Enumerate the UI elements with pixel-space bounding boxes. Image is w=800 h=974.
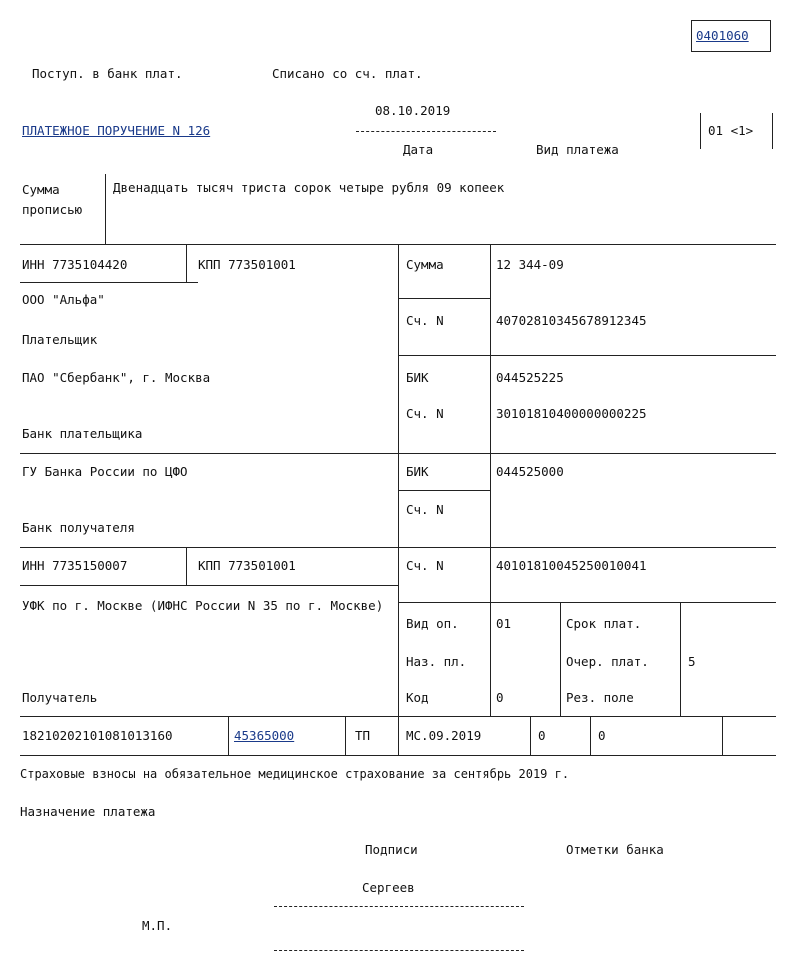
account-row-bottom [398, 355, 776, 356]
tax-divider-1 [228, 716, 229, 755]
tax-period: МС.09.2019 [406, 728, 482, 743]
payer-kpp: КПП 773501001 [198, 257, 296, 272]
payer-account-label: Сч. N [406, 313, 444, 328]
debited-label: Списано со сч. плат. [272, 66, 423, 81]
stamp-label: М.П. [142, 918, 173, 933]
status-right-border [772, 113, 773, 149]
op-type-value: 01 [496, 616, 512, 631]
recipient-account-bottom [398, 602, 776, 603]
purpose-label: Назначение платежа [20, 804, 156, 819]
recipient-bank-bik: 044525000 [496, 464, 564, 479]
code-label: Код [406, 690, 429, 705]
bank-marks-label: Отметки банка [566, 842, 664, 857]
status-left-border [700, 113, 701, 149]
attr-col-divider-2 [680, 602, 681, 716]
code-value: 0 [496, 690, 504, 705]
payer-bank-bik: 044525225 [496, 370, 564, 385]
kbk-value: 18210202101081013160 [22, 728, 173, 743]
payer-label: Плательщик [22, 332, 98, 347]
date-value: 08.10.2019 [375, 103, 451, 118]
order-label: Очер. плат. [566, 654, 649, 669]
recipient-bank-label: Банк получателя [22, 520, 135, 535]
inn-kpp-divider [186, 244, 187, 282]
recipient-kpp: КПП 773501001 [198, 558, 296, 573]
signatures-label: Подписи [365, 842, 418, 857]
op-type-label: Вид оп. [406, 616, 459, 631]
recipient-name: УФК по г. Москве (ИФНС России N 35 по г. Москве) [22, 598, 384, 613]
payer-bank-corr: 30101810400000000225 [496, 406, 647, 421]
sum-cell-bottom [398, 298, 490, 299]
form-code-box [691, 20, 771, 52]
tax-divider-4 [590, 716, 591, 755]
purpose-code-label: Наз. пл. [406, 654, 467, 669]
payer-bank-label: Банк плательщика [22, 426, 143, 441]
value-col-divider [490, 244, 491, 716]
payer-name: ООО "Альфа" [22, 292, 105, 307]
tax-divider-3 [530, 716, 531, 755]
payer-account: 40702810345678912345 [496, 313, 647, 328]
reserve-label: Рез. поле [566, 690, 634, 705]
tax-divider-5 [722, 716, 723, 755]
received-label: Поступ. в банк плат. [32, 66, 183, 81]
recipient-bik-label: БИК [406, 464, 429, 479]
recipient-account-label: Сч. N [406, 558, 444, 573]
payer-inn: ИНН 7735104420 [22, 257, 128, 272]
due-label: Срок плат. [566, 616, 642, 631]
grid-line-tax-bottom [20, 755, 776, 756]
status-code: 01 <1> [708, 123, 754, 138]
signature-line-2 [274, 950, 524, 951]
bik-cell-bottom [398, 490, 490, 491]
tax-basis: ТП [355, 728, 371, 743]
date-label: Дата [403, 142, 434, 157]
recipient-inn: ИНН 7735150007 [22, 558, 128, 573]
inn-row-bottom-left [20, 282, 198, 283]
payer-bik-label: БИК [406, 370, 429, 385]
recipient-label: Получатель [22, 690, 98, 705]
form-code: 0401060 [696, 28, 749, 43]
payer-bank-name: ПАО "Сбербанк", г. Москва [22, 370, 211, 385]
purpose-text: Страховые взносы на обязательное медицинское страхование за сентябрь 2019 г. [20, 767, 570, 781]
order-value: 5 [688, 654, 696, 669]
doc-number: 0 [538, 728, 546, 743]
sum-value: 12 344-09 [496, 257, 564, 272]
recipient-inn-row-bottom [20, 585, 398, 586]
doc-date: 0 [598, 728, 606, 743]
payer-corr-label: Сч. N [406, 406, 444, 421]
oktmo-value: 45365000 [234, 728, 295, 743]
tax-divider-2 [345, 716, 346, 755]
page-title: ПЛАТЕЖНОЕ ПОРУЧЕНИЕ N 126 [22, 123, 211, 138]
recipient-bank-corr-label: Сч. N [406, 502, 444, 517]
signature-line-1 [274, 906, 524, 907]
main-col-divider [398, 244, 399, 755]
recipient-bank-name: ГУ Банка России по ЦФО [22, 464, 188, 479]
amount-words-value: Двенадцать тысяч триста сорок четыре рубля 09 копеек [113, 180, 505, 195]
signer-name: Сергеев [362, 880, 415, 895]
amount-words-divider [105, 174, 106, 244]
attr-col-divider [560, 602, 561, 716]
payment-type-label: Вид платежа [536, 142, 619, 157]
recipient-inn-kpp-divider [186, 547, 187, 585]
recipient-account: 40101810045250010041 [496, 558, 647, 573]
amount-words-label: Сумма прописью [22, 182, 83, 217]
sum-label: Сумма [406, 257, 444, 272]
date-line [356, 131, 496, 132]
